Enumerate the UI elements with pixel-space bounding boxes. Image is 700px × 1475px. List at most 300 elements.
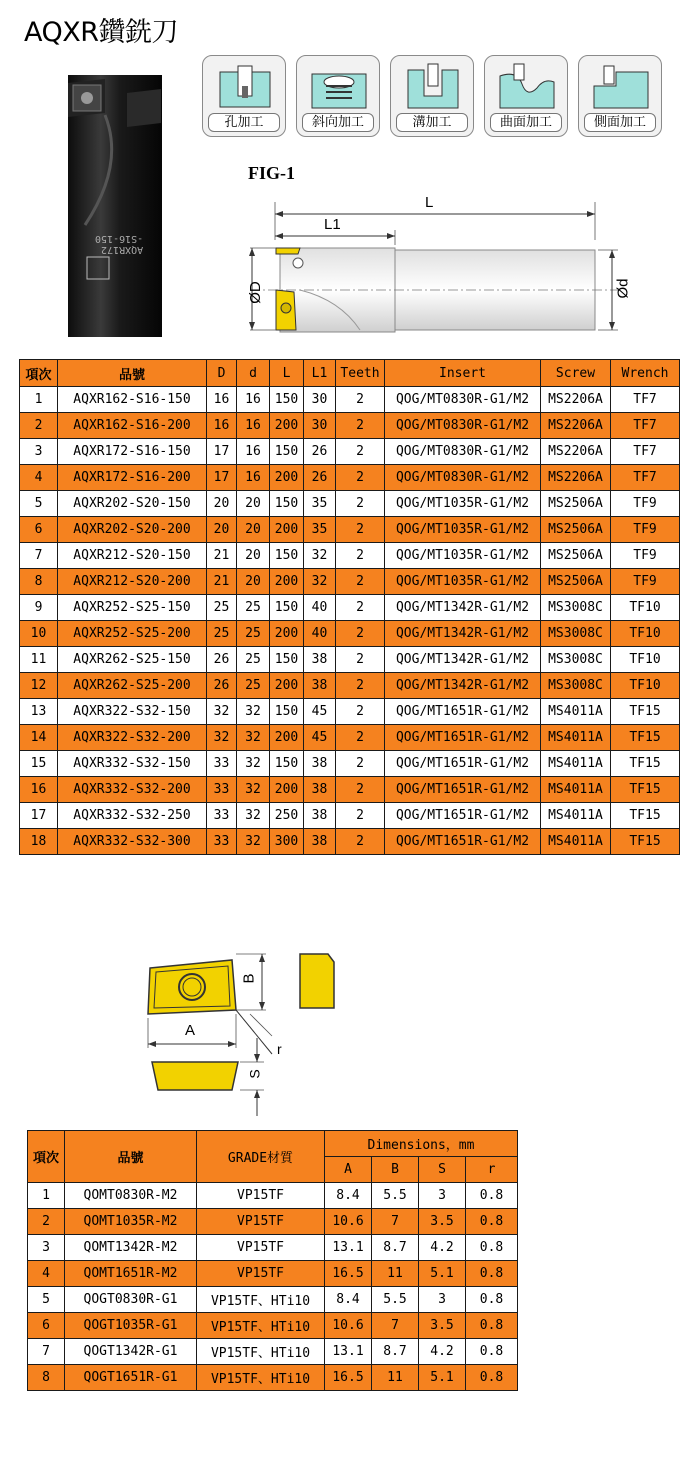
- table-cell: 2: [336, 387, 385, 413]
- table-cell: AQXR262-S25-200: [58, 673, 207, 699]
- table-cell: 13: [20, 699, 58, 725]
- table-cell: 2: [336, 543, 385, 569]
- table-row: [20, 673, 680, 699]
- table-cell: 32: [207, 725, 237, 751]
- table-cell: 5.1: [419, 1261, 466, 1287]
- table-cell: MS3008C: [541, 595, 611, 621]
- tool-engraving-line1: AQXR172: [101, 244, 144, 255]
- table-cell: MS2206A: [541, 465, 611, 491]
- table-cell: 8.7: [372, 1235, 419, 1261]
- table-cell: TF9: [611, 517, 680, 543]
- table-cell: 25: [207, 621, 237, 647]
- table-cell: 8.4: [325, 1183, 372, 1209]
- dim-A: A: [185, 1022, 196, 1039]
- table-cell: 2: [336, 751, 385, 777]
- table-cell: 9: [20, 595, 58, 621]
- table-cell: TF9: [611, 491, 680, 517]
- table-cell: VP15TF: [197, 1235, 325, 1261]
- table-cell: QOG/MT0830R-G1/M2: [385, 413, 541, 439]
- table-cell: QOG/MT1651R-G1/M2: [385, 699, 541, 725]
- table-cell: QOMT0830R-M2: [65, 1183, 197, 1209]
- table-cell: 45: [304, 699, 336, 725]
- table-cell: 38: [304, 647, 336, 673]
- table-cell: 38: [304, 829, 336, 855]
- table-cell: 21: [207, 543, 237, 569]
- table-cell: 26: [304, 465, 336, 491]
- table-cell: TF15: [611, 803, 680, 829]
- col-header: d: [237, 360, 270, 387]
- table-row: [20, 777, 680, 803]
- table-cell: 38: [304, 751, 336, 777]
- table-row: [20, 751, 680, 777]
- figure-label: FIG-1: [248, 163, 295, 183]
- table-cell: AQXR172-S16-200: [58, 465, 207, 491]
- table-cell: 25: [237, 647, 270, 673]
- table-cell: 200: [270, 673, 304, 699]
- table-cell: 1: [20, 387, 58, 413]
- table-cell: 10.6: [325, 1313, 372, 1339]
- table-cell: 16: [237, 439, 270, 465]
- table-cell: TF10: [611, 595, 680, 621]
- table-cell: VP15TF、HTi10: [197, 1365, 325, 1391]
- table-cell: 2: [336, 699, 385, 725]
- table-cell: QOG/MT1342R-G1/M2: [385, 595, 541, 621]
- col-header: Insert: [385, 360, 541, 387]
- icon-label: 側面加工: [584, 113, 656, 132]
- table-cell: 2: [336, 439, 385, 465]
- table-cell: TF15: [611, 699, 680, 725]
- dim-L1: L1: [324, 216, 341, 233]
- table-cell: 32: [237, 829, 270, 855]
- table-cell: 0.8: [466, 1339, 518, 1365]
- table-row: [28, 1287, 518, 1313]
- table-cell: 5: [20, 491, 58, 517]
- table-cell: QOMT1342R-M2: [65, 1235, 197, 1261]
- table-cell: QOMT1035R-M2: [65, 1209, 197, 1235]
- insert-dimension-drawing: [140, 940, 350, 1120]
- table-cell: 0.8: [466, 1261, 518, 1287]
- table-cell: 11: [372, 1261, 419, 1287]
- dim-S: S: [246, 1069, 263, 1079]
- table-cell: QOG/MT1651R-G1/M2: [385, 803, 541, 829]
- table-header-row: [20, 360, 680, 387]
- table-cell: 38: [304, 777, 336, 803]
- slot-icon: [390, 55, 474, 137]
- table-cell: 16.5: [325, 1261, 372, 1287]
- table-cell: 30: [304, 387, 336, 413]
- table-cell: AQXR322-S32-150: [58, 699, 207, 725]
- table-row: [20, 439, 680, 465]
- table-cell: QOG/MT1651R-G1/M2: [385, 829, 541, 855]
- hole-machining-icon: [202, 55, 286, 137]
- table-cell: 3: [20, 439, 58, 465]
- table-cell: 5: [28, 1287, 65, 1313]
- table-cell: AQXR162-S16-150: [58, 387, 207, 413]
- table-cell: MS4011A: [541, 751, 611, 777]
- table-cell: TF15: [611, 777, 680, 803]
- table-cell: AQXR322-S32-200: [58, 725, 207, 751]
- table-cell: 7: [28, 1339, 65, 1365]
- table-cell: QOGT0830R-G1: [65, 1287, 197, 1313]
- col-header: D: [207, 360, 237, 387]
- table-cell: 33: [207, 777, 237, 803]
- table-row: [28, 1339, 518, 1365]
- table-cell: 8: [28, 1365, 65, 1391]
- table-cell: QOG/MT1342R-G1/M2: [385, 647, 541, 673]
- table-cell: 4.2: [419, 1235, 466, 1261]
- table-row: [20, 517, 680, 543]
- col-header: 品號: [65, 1131, 197, 1183]
- table-cell: AQXR332-S32-200: [58, 777, 207, 803]
- table-cell: TF15: [611, 829, 680, 855]
- table-cell: 20: [237, 569, 270, 595]
- table-cell: 150: [270, 699, 304, 725]
- table-row: [28, 1313, 518, 1339]
- col-header: 項次: [28, 1131, 65, 1183]
- table-cell: 26: [207, 647, 237, 673]
- table-cell: 2: [336, 569, 385, 595]
- table-cell: 30: [304, 413, 336, 439]
- col-header: 項次: [20, 360, 58, 387]
- table-cell: AQXR212-S20-150: [58, 543, 207, 569]
- table-cell: 10: [20, 621, 58, 647]
- col-header: S: [419, 1157, 466, 1183]
- table-cell: 26: [207, 673, 237, 699]
- table-cell: 32: [237, 699, 270, 725]
- table-cell: AQXR252-S25-150: [58, 595, 207, 621]
- table-cell: 2: [336, 829, 385, 855]
- table-cell: 3: [419, 1183, 466, 1209]
- table-cell: MS3008C: [541, 673, 611, 699]
- table-cell: 150: [270, 751, 304, 777]
- table-cell: AQXR172-S16-150: [58, 439, 207, 465]
- table-cell: 300: [270, 829, 304, 855]
- table-cell: AQXR262-S25-150: [58, 647, 207, 673]
- table-cell: MS2506A: [541, 543, 611, 569]
- table-cell: MS2506A: [541, 569, 611, 595]
- dim-r: r: [277, 1041, 282, 1057]
- table-cell: MS4011A: [541, 777, 611, 803]
- tool-dimension-drawing: [240, 190, 640, 340]
- page-title: AQXR鑽銑刀: [24, 17, 179, 48]
- table-cell: 6: [20, 517, 58, 543]
- table-row: [28, 1365, 518, 1391]
- table-cell: MS2206A: [541, 439, 611, 465]
- table-cell: 2: [28, 1209, 65, 1235]
- table-cell: QOMT1651R-M2: [65, 1261, 197, 1287]
- table-cell: 45: [304, 725, 336, 751]
- table-cell: 150: [270, 595, 304, 621]
- table-cell: 2: [336, 673, 385, 699]
- table-cell: 32: [237, 725, 270, 751]
- table-cell: MS4011A: [541, 803, 611, 829]
- table-cell: 21: [207, 569, 237, 595]
- table-row: [20, 803, 680, 829]
- table-cell: MS3008C: [541, 621, 611, 647]
- table-cell: 33: [207, 803, 237, 829]
- table-row: [20, 829, 680, 855]
- table-row: [20, 647, 680, 673]
- table-cell: 4: [28, 1261, 65, 1287]
- table-cell: 7: [372, 1313, 419, 1339]
- table-cell: VP15TF: [197, 1183, 325, 1209]
- table-cell: 8.7: [372, 1339, 419, 1365]
- table-cell: 20: [207, 517, 237, 543]
- table-cell: 25: [207, 595, 237, 621]
- table-cell: MS3008C: [541, 647, 611, 673]
- table-row: [20, 621, 680, 647]
- table-cell: 40: [304, 595, 336, 621]
- table-cell: 2: [336, 777, 385, 803]
- table-cell: AQXR162-S16-200: [58, 413, 207, 439]
- table-cell: 20: [237, 543, 270, 569]
- table-cell: 2: [336, 621, 385, 647]
- col-header: Dimensions，mm: [325, 1131, 518, 1157]
- icon-label: 孔加工: [208, 113, 280, 132]
- table-cell: MS2506A: [541, 517, 611, 543]
- table-row: [28, 1235, 518, 1261]
- col-header: B: [372, 1157, 419, 1183]
- table-cell: 150: [270, 543, 304, 569]
- table-cell: 3: [28, 1235, 65, 1261]
- table-cell: 16: [237, 413, 270, 439]
- ramping-icon: [296, 55, 380, 137]
- table-cell: QOGT1342R-G1: [65, 1339, 197, 1365]
- dim-B: B: [240, 973, 258, 984]
- table-cell: TF7: [611, 387, 680, 413]
- table-cell: 18: [20, 829, 58, 855]
- table-cell: TF10: [611, 673, 680, 699]
- table-cell: TF9: [611, 569, 680, 595]
- tool-photo: [65, 75, 165, 337]
- table-cell: 250: [270, 803, 304, 829]
- table-cell: 0.8: [466, 1235, 518, 1261]
- table-cell: 11: [372, 1365, 419, 1391]
- table-cell: 33: [207, 751, 237, 777]
- table-cell: 3.5: [419, 1313, 466, 1339]
- table-cell: AQXR332-S32-300: [58, 829, 207, 855]
- table-cell: VP15TF: [197, 1261, 325, 1287]
- table-cell: 12: [20, 673, 58, 699]
- table-cell: 32: [237, 803, 270, 829]
- table-cell: QOG/MT1342R-G1/M2: [385, 621, 541, 647]
- table-cell: 2: [336, 595, 385, 621]
- table-cell: MS2206A: [541, 413, 611, 439]
- table-cell: 16: [237, 387, 270, 413]
- table-cell: 150: [270, 387, 304, 413]
- table-cell: 150: [270, 491, 304, 517]
- insert-spec-table: [27, 1130, 518, 1391]
- table-cell: 2: [336, 413, 385, 439]
- table-cell: QOG/MT0830R-G1/M2: [385, 387, 541, 413]
- table-cell: MS2206A: [541, 387, 611, 413]
- table-cell: QOGT1651R-G1: [65, 1365, 197, 1391]
- table-cell: TF7: [611, 413, 680, 439]
- dim-L: L: [425, 194, 434, 211]
- table-cell: 7: [20, 543, 58, 569]
- col-header: r: [466, 1157, 518, 1183]
- curved-surface-icon: [484, 55, 568, 137]
- table-cell: 35: [304, 517, 336, 543]
- table-cell: 3.5: [419, 1209, 466, 1235]
- table-cell: 8: [20, 569, 58, 595]
- table-cell: MS4011A: [541, 725, 611, 751]
- table-cell: MS2506A: [541, 491, 611, 517]
- table-cell: QOG/MT1651R-G1/M2: [385, 751, 541, 777]
- table-cell: TF9: [611, 543, 680, 569]
- table-row: [20, 413, 680, 439]
- table-row: [20, 569, 680, 595]
- table-cell: QOG/MT1651R-G1/M2: [385, 725, 541, 751]
- table-cell: QOG/MT1035R-G1/M2: [385, 517, 541, 543]
- table-row: [20, 491, 680, 517]
- table-cell: AQXR252-S25-200: [58, 621, 207, 647]
- col-header: Teeth: [336, 360, 385, 387]
- table-cell: 2: [336, 725, 385, 751]
- table-cell: 3: [419, 1287, 466, 1313]
- col-header: Screw: [541, 360, 611, 387]
- table-cell: 14: [20, 725, 58, 751]
- table-cell: TF15: [611, 725, 680, 751]
- table-cell: 13.1: [325, 1339, 372, 1365]
- table-cell: VP15TF、HTi10: [197, 1339, 325, 1365]
- col-header: A: [325, 1157, 372, 1183]
- table-cell: MS4011A: [541, 699, 611, 725]
- table-cell: 35: [304, 491, 336, 517]
- table-cell: TF10: [611, 621, 680, 647]
- side-machining-icon: [578, 55, 662, 137]
- table-cell: 20: [237, 517, 270, 543]
- table-cell: AQXR212-S20-200: [58, 569, 207, 595]
- table-cell: 200: [270, 621, 304, 647]
- table-cell: 5.1: [419, 1365, 466, 1391]
- table-row: [20, 595, 680, 621]
- table-cell: 200: [270, 777, 304, 803]
- col-header: L: [270, 360, 304, 387]
- table-cell: 2: [336, 465, 385, 491]
- col-header: 品號: [58, 360, 207, 387]
- table-cell: 17: [207, 439, 237, 465]
- table-cell: QOG/MT0830R-G1/M2: [385, 465, 541, 491]
- table-cell: 33: [207, 829, 237, 855]
- table-row: [28, 1261, 518, 1287]
- table-cell: 16: [207, 413, 237, 439]
- table-cell: 10.6: [325, 1209, 372, 1235]
- table-cell: 25: [237, 621, 270, 647]
- table-cell: 16.5: [325, 1365, 372, 1391]
- table-cell: 150: [270, 647, 304, 673]
- table-row: [28, 1183, 518, 1209]
- table-cell: 40: [304, 621, 336, 647]
- table-cell: 6: [28, 1313, 65, 1339]
- icon-label: 溝加工: [396, 113, 468, 132]
- table-cell: VP15TF: [197, 1209, 325, 1235]
- table-cell: 2: [336, 803, 385, 829]
- tool-engraving-line2: -S16-150: [95, 233, 144, 244]
- table-cell: QOG/MT0830R-G1/M2: [385, 439, 541, 465]
- table-cell: 2: [336, 647, 385, 673]
- table-cell: 200: [270, 465, 304, 491]
- table-cell: QOGT1035R-G1: [65, 1313, 197, 1339]
- table-cell: 2: [20, 413, 58, 439]
- table-cell: TF15: [611, 751, 680, 777]
- table-cell: 0.8: [466, 1365, 518, 1391]
- table-cell: 2: [336, 517, 385, 543]
- table-cell: 17: [20, 803, 58, 829]
- table-cell: 25: [237, 595, 270, 621]
- dim-d: Ød: [614, 278, 632, 299]
- table-cell: 1: [28, 1183, 65, 1209]
- table-cell: 200: [270, 569, 304, 595]
- table-cell: 0.8: [466, 1287, 518, 1313]
- table-row: [20, 725, 680, 751]
- col-header: L1: [304, 360, 336, 387]
- table-cell: 17: [207, 465, 237, 491]
- table-cell: 26: [304, 439, 336, 465]
- table-cell: 200: [270, 725, 304, 751]
- table-cell: AQXR332-S32-250: [58, 803, 207, 829]
- table-cell: 20: [207, 491, 237, 517]
- table-cell: QOG/MT1651R-G1/M2: [385, 777, 541, 803]
- table-cell: 2: [336, 491, 385, 517]
- table-row: [28, 1209, 518, 1235]
- icon-label: 斜向加工: [302, 113, 374, 132]
- table-cell: QOG/MT1035R-G1/M2: [385, 569, 541, 595]
- table-cell: 0.8: [466, 1313, 518, 1339]
- table-row: [20, 465, 680, 491]
- table-cell: 32: [207, 699, 237, 725]
- table-cell: 13.1: [325, 1235, 372, 1261]
- table-cell: 8.4: [325, 1287, 372, 1313]
- table-cell: QOG/MT1035R-G1/M2: [385, 543, 541, 569]
- table-cell: QOG/MT1035R-G1/M2: [385, 491, 541, 517]
- table-cell: TF7: [611, 439, 680, 465]
- table-cell: 5.5: [372, 1183, 419, 1209]
- table-cell: 15: [20, 751, 58, 777]
- table-cell: 200: [270, 413, 304, 439]
- table-cell: MS4011A: [541, 829, 611, 855]
- table-cell: 7: [372, 1209, 419, 1235]
- table-cell: 5.5: [372, 1287, 419, 1313]
- col-header: Wrench: [611, 360, 680, 387]
- icon-label: 曲面加工: [490, 113, 562, 132]
- table-cell: 32: [304, 543, 336, 569]
- table-cell: 16: [207, 387, 237, 413]
- table-cell: 32: [304, 569, 336, 595]
- table-cell: 150: [270, 439, 304, 465]
- table-cell: AQXR332-S32-150: [58, 751, 207, 777]
- table-cell: 20: [237, 491, 270, 517]
- table-row: [20, 699, 680, 725]
- table-cell: 32: [237, 777, 270, 803]
- table-row: [20, 543, 680, 569]
- table-cell: VP15TF、HTi10: [197, 1313, 325, 1339]
- table-row: [20, 387, 680, 413]
- table-cell: 32: [237, 751, 270, 777]
- table-cell: 25: [237, 673, 270, 699]
- table-cell: TF10: [611, 647, 680, 673]
- tool-spec-table: [19, 359, 680, 855]
- table-cell: 11: [20, 647, 58, 673]
- table-cell: 16: [20, 777, 58, 803]
- dim-D: ØD: [246, 281, 264, 304]
- table-cell: 38: [304, 673, 336, 699]
- table-cell: 0.8: [466, 1209, 518, 1235]
- table-cell: 38: [304, 803, 336, 829]
- table-cell: AQXR202-S20-200: [58, 517, 207, 543]
- table-cell: AQXR202-S20-150: [58, 491, 207, 517]
- table-cell: 16: [237, 465, 270, 491]
